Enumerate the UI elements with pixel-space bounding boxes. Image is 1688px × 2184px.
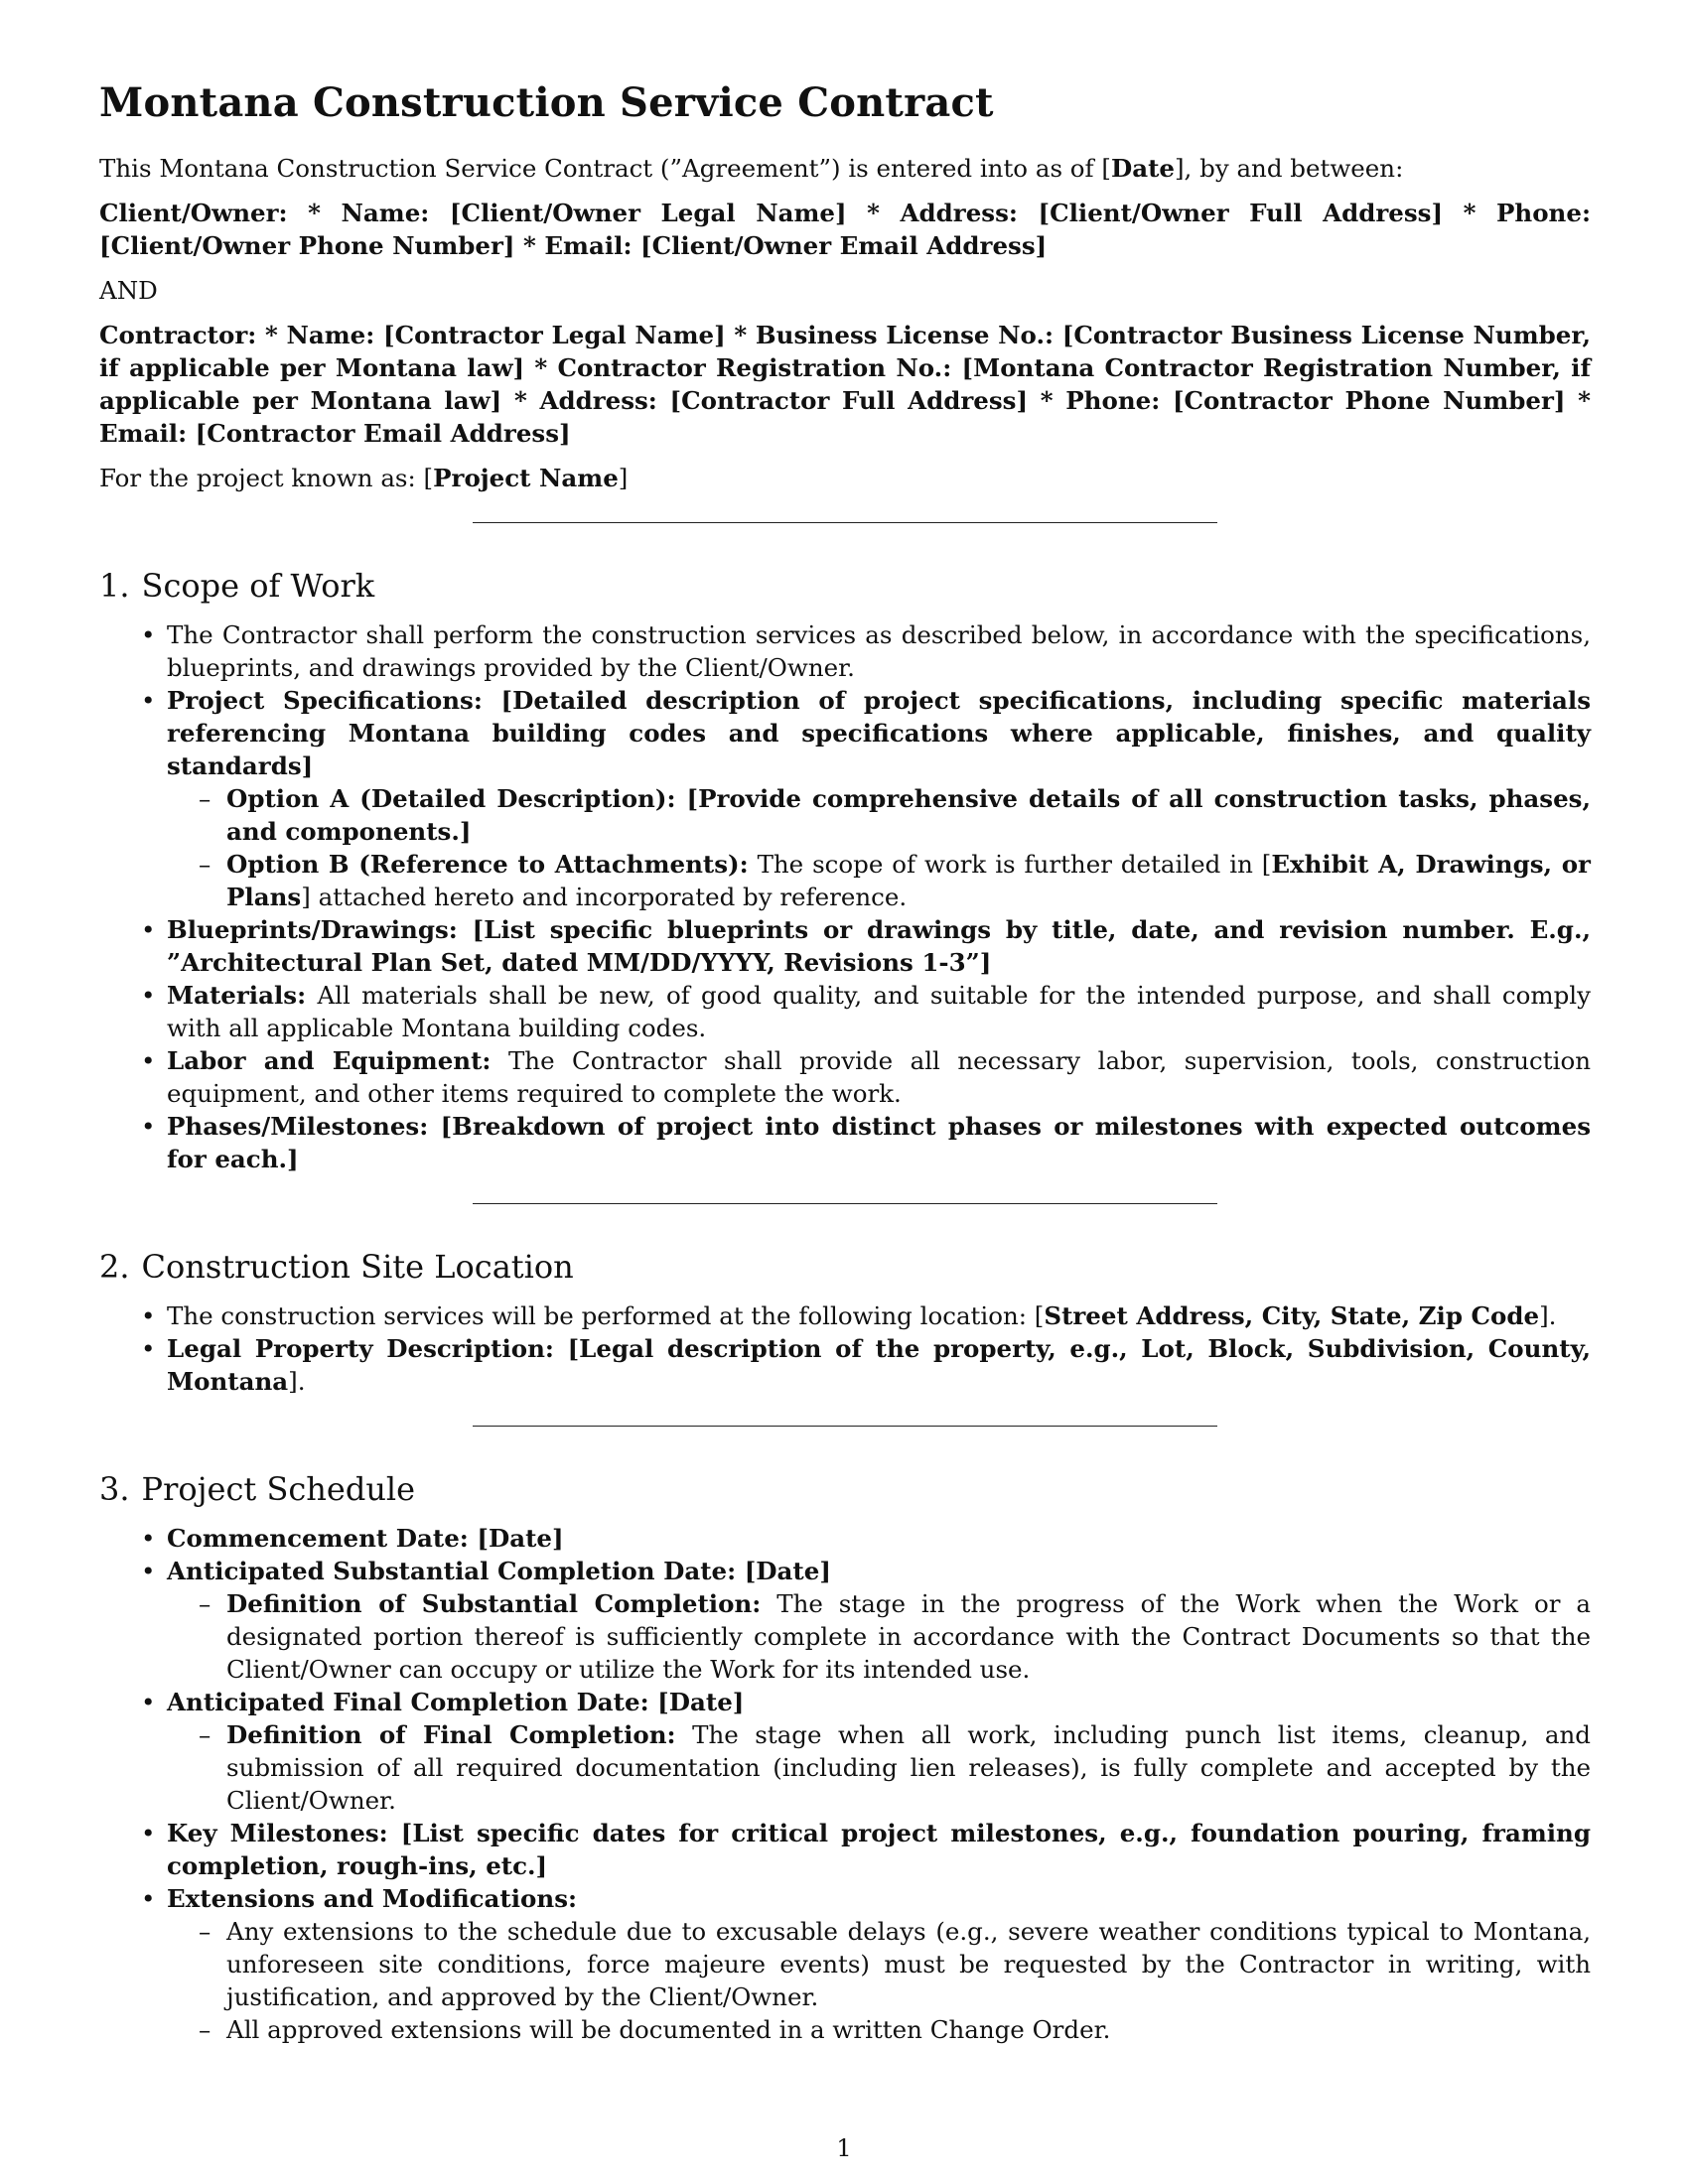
section-heading-location	[99, 1248, 1591, 1286]
list-item: – Any extensions to the schedule due to excusable delays (e.g., severe weather conditions typical to Montana, unforeseen site conditions, force majeure events) must be requested by the Contractor in writing, with justification, and approved by the Client/Owner.	[165, 1915, 1591, 2013]
substantial-completion-date: Anticipated Substantial Completion Date: [Date]	[167, 1557, 831, 1585]
list-item	[99, 1044, 1591, 1110]
intro-text: This Montana Construction Service Contract (”Agreement”) is entered into as of [	[99, 154, 1111, 183]
option-b-exhibit: Exhibit A, Drawings, or Plans	[226, 850, 1591, 911]
labor-label: Labor and Equipment:	[167, 1046, 492, 1075]
list-item	[99, 1522, 1591, 1555]
definition-text: The stage in the progress of the Work when the Work or a designated portion thereof is sufficiently complete in accordance with the Contract Documents so that the Client/Owner can occupy or utilize the Work for its intended use.	[226, 1589, 1591, 1684]
project-specifications: Project Specifications: [Detailed description of project specifications, including specific materials referencing Montana building codes and specifications where applicable, finishes, and quality standards]	[167, 686, 1591, 780]
phases-milestones: Phases/Milestones: [Breakdown of project into distinct phases or milestones with expected outcomes for each.]	[167, 1112, 1591, 1173]
list-item	[99, 979, 1591, 1044]
section-number: 2.	[99, 1248, 130, 1286]
location-list	[99, 1299, 1591, 1398]
blueprints-drawings: Blueprints/Drawings: [List specific blueprints or drawings by title, date, and revision number. E.g., ”Architectural Plan Set, dated MM/DD/YYYY, Revisions 1-3”]	[167, 915, 1591, 977]
client-block	[99, 197, 1591, 262]
list-item	[165, 848, 1591, 913]
list-item: • The Contractor shall perform the construction services as described below, in accordance with the specifications, blueprints, and drawings provided by the Client/Owner.	[99, 618, 1591, 684]
section-title: Construction Site Location	[141, 1248, 574, 1286]
project-name: Project Name	[433, 464, 619, 492]
project-text: For the project known as: [	[99, 464, 434, 492]
list-item	[165, 1587, 1591, 1686]
list-item	[99, 1299, 1591, 1332]
location-text-end: ].	[1539, 1301, 1557, 1330]
scope-list	[99, 618, 1591, 1175]
sublist	[167, 1587, 1591, 1686]
project-text-end: ]	[618, 464, 629, 492]
definition-label: Definition of Substantial Completion:	[226, 1589, 762, 1618]
list-item	[165, 782, 1591, 848]
list-item: – All approved extensions will be documented in a written Change Order.	[165, 2013, 1591, 2046]
commencement-date: Commencement Date: [Date]	[167, 1524, 564, 1553]
and-text: AND	[99, 276, 158, 305]
definition-label: Definition of Final Completion:	[226, 1720, 676, 1749]
option-b-text-end: ] attached hereto and incorporated by reference.	[301, 883, 908, 911]
list-item	[99, 1817, 1591, 1882]
list-item	[99, 1332, 1591, 1398]
street-address: Street Address, City, State, Zip Code	[1044, 1301, 1540, 1330]
section-heading-scope	[99, 567, 1591, 605]
list-item	[99, 684, 1591, 913]
location-text: The construction services will be performed at the following location: [	[167, 1301, 1045, 1330]
list-item	[99, 1555, 1591, 1686]
legal-property-description: Legal Property Description: [Legal description of the property, e.g., Lot, Block, Subdivision, County, Montana	[167, 1334, 1591, 1396]
extensions-label: Extensions and Modifications:	[167, 1884, 578, 1913]
document-page	[99, 79, 1591, 2046]
sublist	[167, 1718, 1591, 1817]
intro-paragraph	[99, 152, 1591, 185]
list-item	[99, 1686, 1591, 1817]
page-number: 1	[836, 2134, 852, 2162]
options-list	[167, 782, 1591, 913]
contractor-block	[99, 319, 1591, 450]
legal-text-end: ].	[288, 1367, 306, 1396]
section-divider	[473, 1203, 1217, 1204]
labor-text: The Contractor shall provide all necessary labor, supervision, tools, construction equipment, and other items required to complete the work.	[167, 1046, 1591, 1108]
contractor-details: * Name: [Contractor Legal Name] * Business License No.: [Contractor Business License Number, if applicable per Montana law] * Contractor Registration No.: [Montana Contractor Registration Number, if applicable per Montana law] * Address: [Contractor Full Address] * Phone: [Contractor Phone Number] * Email: [Contractor Email Address]	[99, 321, 1591, 448]
section-number: 1.	[99, 567, 130, 605]
schedule-list	[99, 1522, 1591, 2046]
key-milestones: Key Milestones: [List specific dates for critical project milestones, e.g., foundation pouring, framing completion, rough-ins, etc.]	[167, 1819, 1591, 1880]
section-divider	[473, 522, 1217, 523]
section-title: Project Schedule	[141, 1470, 416, 1508]
section-number: 3.	[99, 1470, 130, 1508]
definition-text: The stage when all work, including punch list items, cleanup, and submission of all required documentation (including lien releases), is fully complete and accepted by the Client/Owner.	[226, 1720, 1591, 1815]
intro-text-end: ], by and between:	[1175, 154, 1404, 183]
section-heading-schedule	[99, 1470, 1591, 1508]
page-title: Montana Construction Service Contract	[99, 79, 994, 126]
intro-date: Date	[1110, 154, 1175, 183]
list-item	[165, 1718, 1591, 1817]
list-item	[99, 913, 1591, 979]
client-details: * Name: [Client/Owner Legal Name] * Address: [Client/Owner Full Address] * Phone: [Client/Owner Phone Number] * Email: [Client/Owner Email Address]	[99, 199, 1591, 260]
option-b-text: The scope of work is further detailed in [	[757, 850, 1272, 879]
option-b-label: Option B (Reference to Attachments):	[226, 850, 749, 879]
list-item	[99, 1110, 1591, 1175]
section-divider	[473, 1426, 1217, 1427]
project-line	[99, 462, 1591, 494]
list-item	[99, 1882, 1591, 2046]
client-label: Client/Owner:	[99, 199, 288, 227]
final-completion-date: Anticipated Final Completion Date: [Date]	[167, 1688, 745, 1716]
sublist	[167, 1915, 1591, 2046]
section-title: Scope of Work	[141, 567, 375, 605]
materials-label: Materials:	[167, 981, 307, 1010]
materials-text: All materials shall be new, of good quality, and suitable for the intended purpose, and shall comply with all applicable Montana building codes.	[167, 981, 1591, 1042]
option-a: Option A (Detailed Description): [Provide comprehensive details of all construction tasks, phases, and components.]	[226, 784, 1591, 846]
contractor-label: Contractor:	[99, 321, 257, 349]
